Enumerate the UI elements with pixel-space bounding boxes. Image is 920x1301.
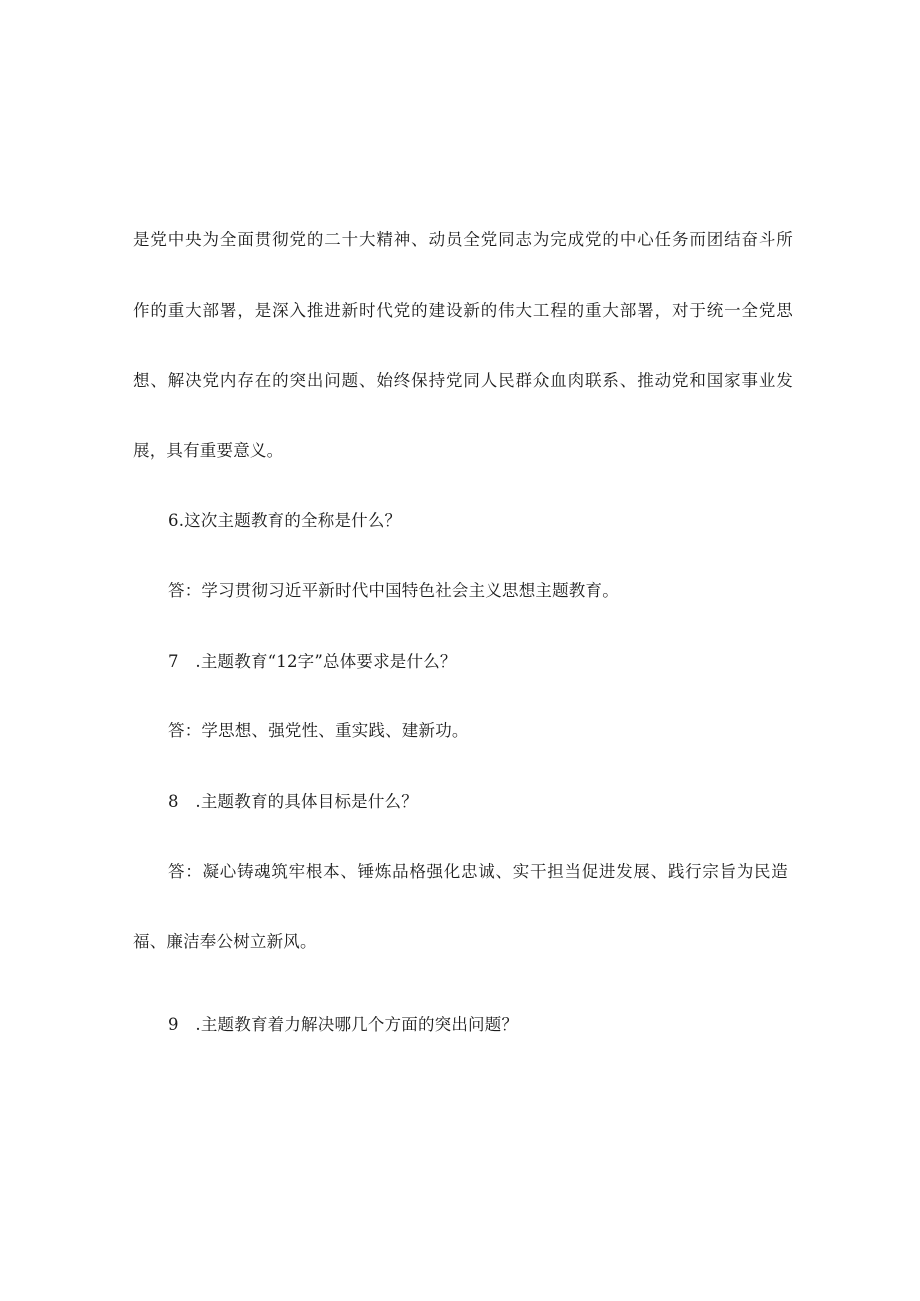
question-6: 6.这次主题教育的全称是什么？	[168, 511, 402, 530]
paragraph-line-3: 想、解决党内存在的突出问题、始终保持党同人民群众血肉联系、推动党和国家事业发	[133, 371, 793, 390]
paragraph-line-1: 是党中央为全面贯彻党的二十大精神、动员全党同志为完成党的中心任务而团结奋斗所	[133, 230, 793, 249]
question-9: 9 .主题教育着力解决哪几个方面的突出问题？	[168, 1015, 519, 1034]
question-8: 8 .主题教育的具体目标是什么？	[168, 792, 418, 811]
answer-7: 答：学思想、强党性、重实践、建新功。	[168, 721, 469, 740]
answer-8-line-1: 答：凝心铸魂筑牢根本、锤炼品格强化忠诚、实干担当促进发展、践行宗旨为民造	[168, 862, 788, 881]
paragraph-line-2: 作的重大部署，是深入推进新时代党的建设新的伟大工程的重大部署，对于统一全党思	[133, 301, 793, 320]
paragraph-line-4: 展，具有重要意义。	[133, 441, 284, 460]
question-7: 7 .主题教育“12字”总体要求是什么？	[168, 652, 457, 671]
answer-8-line-2: 福、廉洁奉公树立新风。	[133, 932, 317, 951]
answer-6: 答：学习贯彻习近平新时代中国特色社会主义思想主题教育。	[168, 581, 619, 600]
